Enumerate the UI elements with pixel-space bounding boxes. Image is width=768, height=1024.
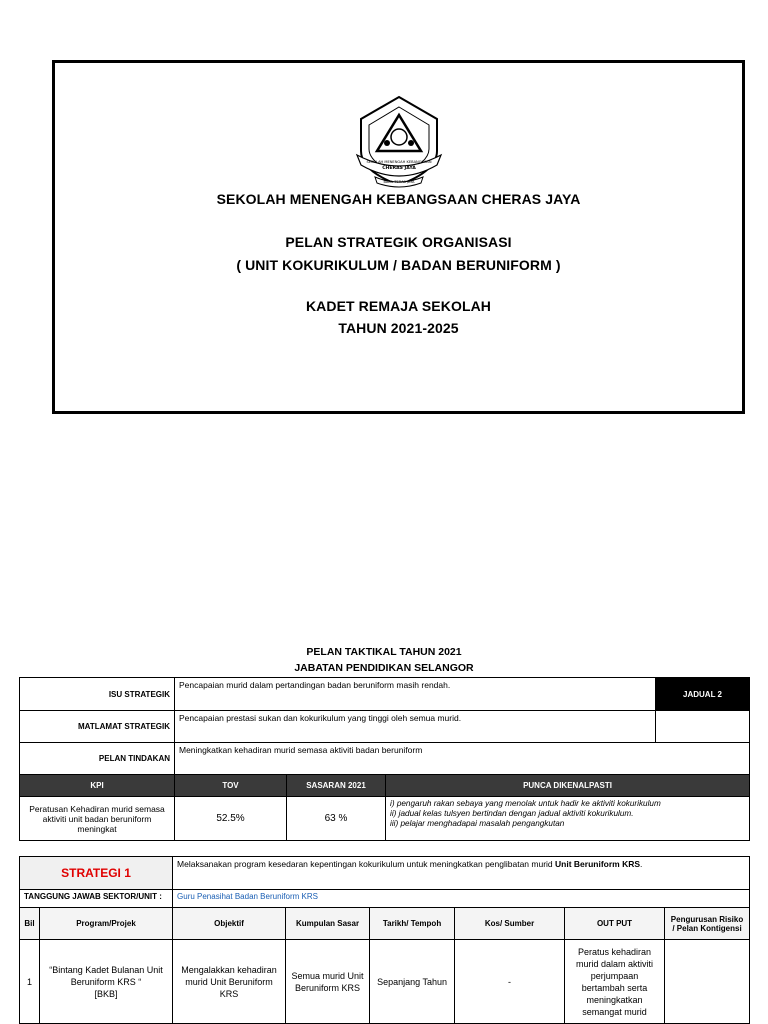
matlamat-row (20, 711, 750, 743)
tov-header: TOV (175, 775, 287, 797)
tov-value: 52.5% (175, 797, 287, 841)
plan-year: TAHUN 2021-2025 (338, 320, 459, 336)
strategy-desc-suffix: . (640, 859, 643, 869)
row-program (40, 940, 173, 1024)
row-risiko (665, 940, 750, 1024)
table-row (20, 940, 750, 1024)
row-tarikh: Sepanjang Tahun (370, 940, 455, 1024)
col-tarikh: Tarikh/ Tempoh (370, 908, 455, 940)
row-sasar: Semua murid Unit Beruniform KRS (286, 940, 370, 1024)
punca-item: iii) pelajar menghadapai masalah pengangkutan (390, 819, 565, 828)
strategy-desc-prefix: Melaksanakan program kesedaran kepentingan kokurikulum untuk meningkatkan penglibatan murid (177, 859, 556, 869)
col-sasar: Kumpulan Sasar (286, 908, 370, 940)
crest-ring-text-mid: CHERAS JAYA (382, 166, 416, 171)
matlamat-value: Pencapaian prestasi sukan dan kokurikulum yang tinggi oleh semua murid. (175, 711, 656, 743)
matlamat-label: MATLAMAT STRATEGIK (20, 711, 175, 743)
program-code: [BKB] (94, 988, 118, 999)
kpi-header-row (20, 775, 750, 797)
department-name: JABATAN PENDIDIKAN SELANGOR (294, 662, 474, 674)
crest-ring-text-top: SEKOLAH MENENGAH KEBANGSAAN (366, 160, 432, 164)
row-bil: 1 (20, 940, 40, 1024)
crest-ring-text-bottom: BAKA TERAS JAYA (383, 180, 415, 184)
plan-subtitle: ( UNIT KOKURIKULUM / BADAN BERUNIFORM ) (236, 257, 561, 273)
col-bil: Bil (20, 908, 40, 940)
strategy-label: STRATEGI 1 (20, 857, 173, 890)
strategy-table (19, 856, 750, 1024)
pelan-row (20, 743, 750, 775)
tactical-table (19, 677, 750, 841)
isu-value: Pencapaian murid dalam pertandingan badan beruniform masih rendah. (175, 678, 656, 711)
col-output: OUT PUT (565, 908, 665, 940)
row-output: Peratus kehadiran murid dalam aktiviti perjumpaan bertambah serta meningkatkan semangat murid (565, 940, 665, 1024)
unit-name: KADET REMAJA SEKOLAH (305, 298, 492, 314)
sasaran-value: 63 % (287, 797, 386, 841)
cover-frame (52, 60, 745, 414)
sector-value: Guru Penasihat Badan Beruniform KRS (173, 890, 750, 908)
punca-header: PUNCA DIKENALPASTI (386, 775, 750, 797)
kpi-value: Peratusan Kehadiran murid semasa aktiviti unit badan beruniform meningkat (20, 797, 175, 841)
punca-item: ii) jadual kelas tulsyen bertindan dengan jadual aktiviti kokurikulum. (390, 809, 634, 818)
kpi-header: KPI (20, 775, 175, 797)
col-program: Program/Projek (40, 908, 173, 940)
col-objektif: Objektif (173, 908, 286, 940)
plan-title: PELAN STRATEGIK ORGANISASI (285, 234, 512, 250)
jadual-badge: JADUAL 2 (656, 678, 750, 711)
strategy-row (20, 857, 750, 890)
strategy-desc-bold: Unit Beruniform KRS (555, 859, 641, 869)
pelan-label: PELAN TINDAKAN (20, 743, 175, 775)
row-objektif: Mengalakkan kehadiran murid Unit Beruniform KRS (173, 940, 286, 1024)
program-name: “Bintang Kadet Bulanan Unit Beruniform KRS “ (49, 964, 163, 987)
col-risiko: Pengurusan Risiko / Pelan Kontigensi (665, 908, 750, 940)
tactical-title: PELAN TAKTIKAL TAHUN 2021 (306, 646, 462, 658)
school-crest-logo (351, 93, 447, 189)
sector-row (20, 890, 750, 908)
punca-list (386, 797, 750, 841)
punca-item: i) pengaruh rakan sebaya yang menolak untuk hadir ke aktiviti kokurikulum (390, 799, 661, 808)
school-name: SEKOLAH MENENGAH KEBANGSAAN CHERAS JAYA (216, 191, 581, 207)
row-kos: - (455, 940, 565, 1024)
kpi-row (20, 797, 750, 841)
pelan-value: Meningkatkan kehadiran murid semasa aktiviti badan beruniform (175, 743, 750, 775)
isu-label: ISU STRATEGIK (20, 678, 175, 711)
strategy-description (173, 857, 750, 890)
isu-row (20, 678, 750, 711)
sector-label: TANGGUNG JAWAB SEKTOR/UNIT : (20, 890, 173, 908)
col-kos: Kos/ Sumber (455, 908, 565, 940)
strategy-header-row (20, 908, 750, 940)
empty-cell (656, 711, 750, 743)
sasaran-header: SASARAN 2021 (287, 775, 386, 797)
